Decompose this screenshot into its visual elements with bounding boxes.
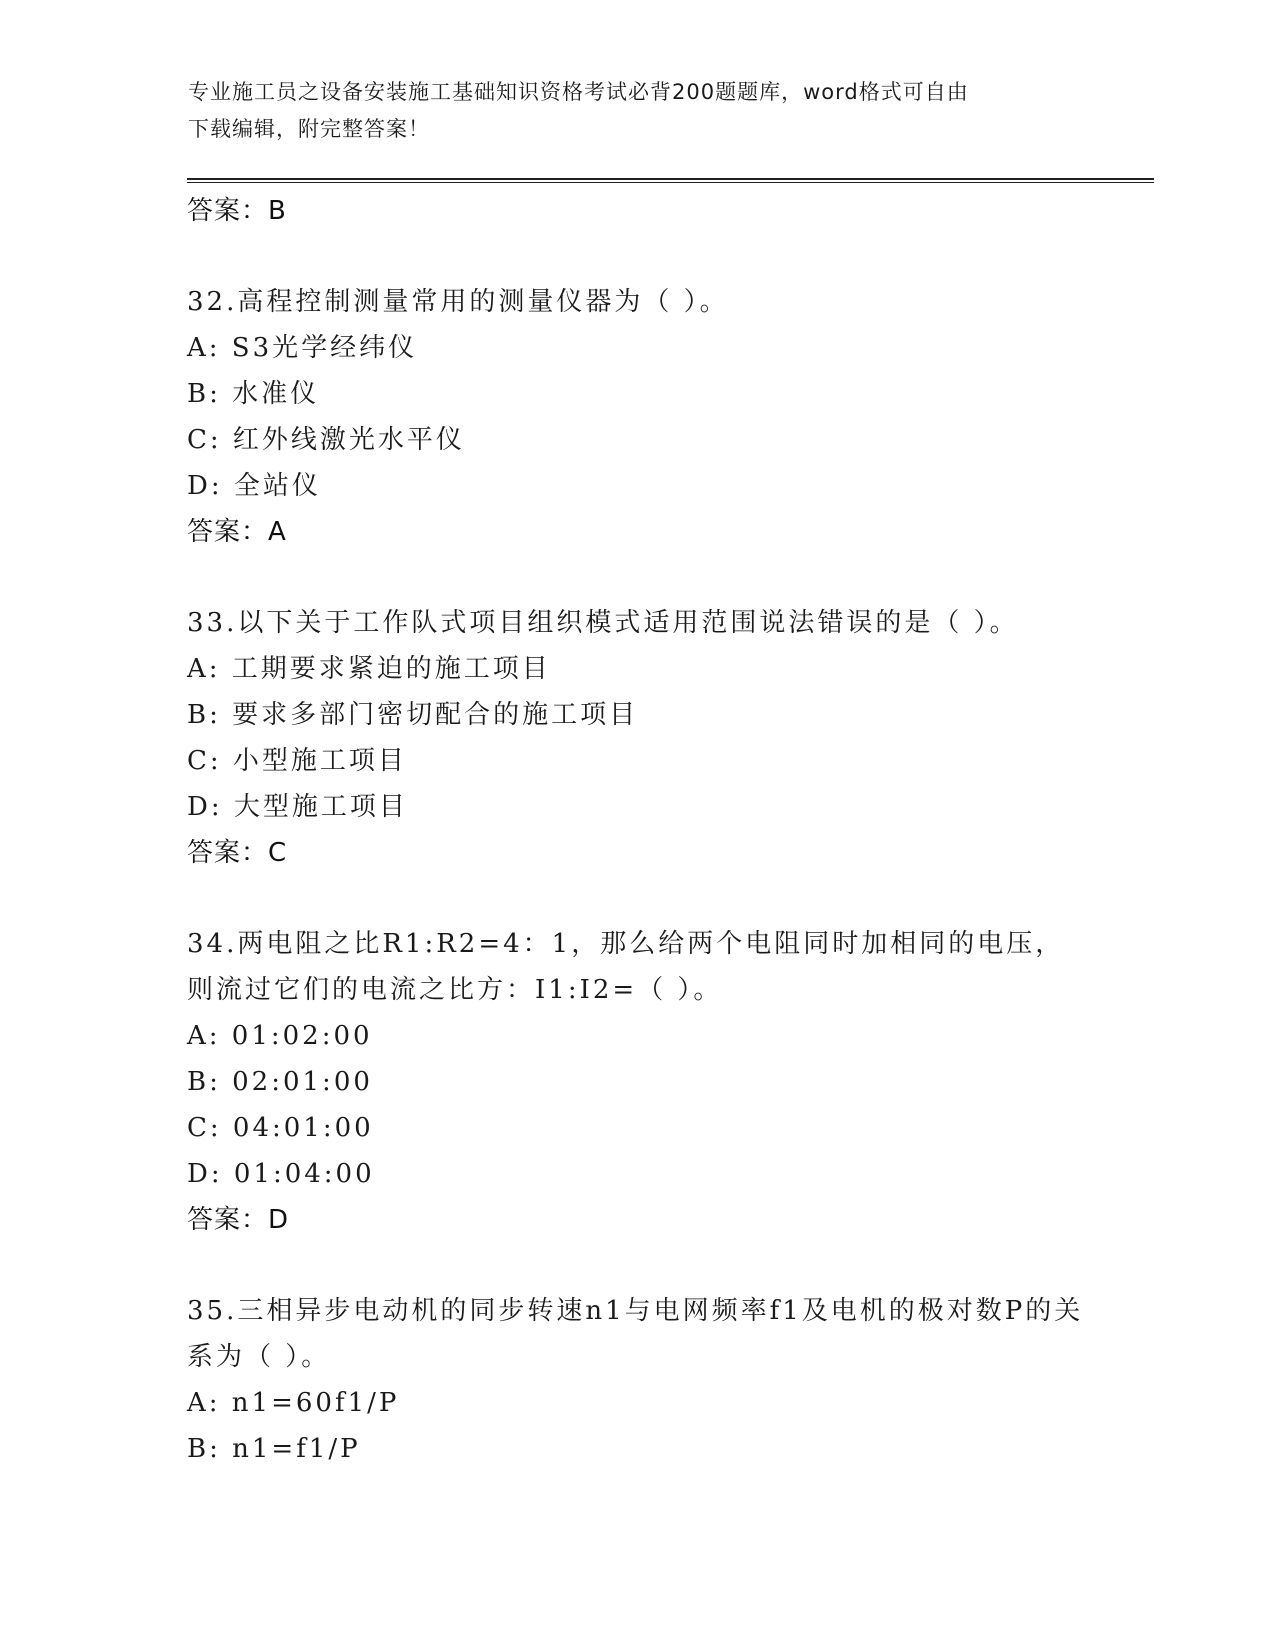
option-b: B: 要求多部门密切配合的施工项目 — [187, 700, 639, 730]
question-block-32 — [187, 279, 1087, 555]
question-block-33 — [187, 600, 1087, 876]
spacer — [187, 234, 1087, 279]
question-stem: 34.两电阻之比R1:R2=4：1，那么给两个电阻同时加相同的电压，则流过它们的电流之比方：I1:I2=（ ）。 — [187, 929, 1065, 1005]
question-block-35 — [187, 1288, 1087, 1472]
option-d: D: 大型施工项目 — [187, 792, 408, 822]
header-divider-thick — [187, 178, 1154, 180]
question-stem: 33.以下关于工作队式项目组织模式适用范围说法错误的是（ ）。 — [187, 608, 1019, 638]
question-list — [187, 188, 1087, 1472]
option-c: C: 小型施工项目 — [187, 746, 407, 776]
header-line-2: 下载编辑，附完整答案！ — [188, 117, 430, 141]
option-d: D: 全站仪 — [187, 471, 321, 501]
option-a: A: 工期要求紧迫的施工项目 — [187, 654, 551, 684]
option-b: B: 水准仪 — [187, 379, 320, 409]
spacer — [187, 876, 1087, 921]
answer-line: 答案：D — [187, 1205, 290, 1235]
answer-line: 答案：C — [187, 838, 288, 868]
question-stem: 32.高程控制测量常用的测量仪器为（ ）。 — [187, 287, 729, 317]
question-block-34 — [187, 921, 1087, 1243]
previous-answer: 答案：B — [187, 196, 287, 226]
answer-line: 答案：A — [187, 517, 287, 547]
option-d: D: 01:04:00 — [187, 1159, 375, 1189]
header-divider-thin — [187, 182, 1154, 183]
question-stem: 35.三相异步电动机的同步转速n1与电网频率f1及电机的极对数P的关系为（ ）。 — [187, 1296, 1084, 1372]
document-header — [188, 74, 1068, 148]
header-line-1: 专业施工员之设备安装施工基础知识资格考试必背200题题库，word格式可自由 — [188, 80, 969, 104]
option-b: B: 02:01:00 — [187, 1067, 373, 1097]
option-a: A: 01:02:00 — [187, 1021, 373, 1051]
spacer — [187, 555, 1087, 600]
spacer — [187, 1243, 1087, 1288]
option-b: B: n1=f1/P — [187, 1434, 361, 1464]
option-c: C: 红外线激光水平仪 — [187, 425, 465, 455]
option-a: A: S3光学经纬仪 — [187, 333, 418, 363]
option-a: A: n1=60f1/P — [187, 1388, 400, 1418]
option-c: C: 04:01:00 — [187, 1113, 374, 1143]
